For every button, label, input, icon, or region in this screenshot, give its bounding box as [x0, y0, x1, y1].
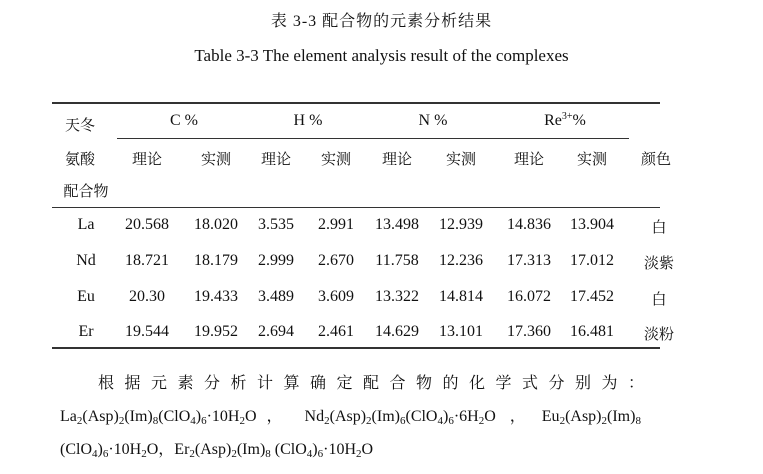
- rowhead-line-1: 天冬: [64, 118, 96, 134]
- table-cell: 11.758: [375, 252, 419, 269]
- formula-er: $Er_2(Asp)_2(Im)_8$ $(ClO_4)_6\cdot 10H_2O$: [174, 441, 374, 460]
- table-cell: 3.609: [318, 288, 354, 305]
- table-cell: 17.360: [507, 323, 551, 340]
- table-cell: 13.322: [375, 288, 419, 305]
- table-cell: 12.236: [439, 252, 483, 269]
- table-cell: 3.535: [258, 216, 294, 233]
- separator-3: ，: [158, 441, 175, 458]
- table-cell: 14.814: [439, 288, 483, 305]
- table-cell: 12.939: [439, 216, 483, 233]
- subheader-h-theory: 理论: [260, 152, 292, 168]
- table-cell: 13.101: [439, 323, 483, 340]
- formula-intro: 根据元素分析计算确定配合物的化学式分别为：: [98, 375, 655, 392]
- table-cell: 20.30: [129, 288, 165, 305]
- table-cell: 18.721: [125, 252, 169, 269]
- table-cell: 14.629: [375, 323, 419, 340]
- group-header-h: H %: [293, 112, 323, 129]
- subheader-n-measured: 实测: [445, 152, 477, 168]
- table-cell: 19.952: [194, 323, 238, 340]
- row-color: 白: [651, 292, 667, 308]
- separator-2: ，: [509, 408, 526, 425]
- table-cell: 16.481: [570, 323, 614, 340]
- row-color: 白: [651, 220, 667, 236]
- table-cell: 3.489: [258, 288, 294, 305]
- subheader-re-theory: 理论: [513, 152, 545, 168]
- formula-eu-part1: $Eu_2(Asp)_2(Im)_8$: [541, 408, 641, 427]
- subheader-c-theory: 理论: [131, 152, 163, 168]
- table-cell: 13.498: [375, 216, 419, 233]
- formula-line-3: [60, 436, 373, 459]
- table-cell: 17.452: [570, 288, 614, 305]
- re-symbol: Re: [544, 112, 562, 129]
- table-cell: 17.012: [570, 252, 614, 269]
- table-bottom-rule: [52, 347, 660, 349]
- re-percent: %: [572, 112, 586, 129]
- table-caption-en: Table 3-3 The element analysis result of the complexes: [194, 46, 569, 65]
- table-cell: 17.313: [507, 252, 551, 269]
- table-cell: 19.433: [194, 288, 238, 305]
- table-top-rule: [52, 102, 660, 104]
- rowhead-line-2: 氨酸: [64, 152, 96, 168]
- group-header-n: N %: [418, 112, 448, 129]
- subheader-n-theory: 理论: [381, 152, 413, 168]
- table-cell: 2.694: [258, 323, 294, 340]
- formula-la: $La_2(Asp)_2(Im)_8(ClO_4)_6\cdot 10H_2O$: [60, 408, 257, 427]
- group-header-re: [544, 112, 586, 130]
- table-cell: 19.544: [125, 323, 169, 340]
- formula-eu-part2: $(ClO_4)_6\cdot 10H_2O$: [60, 441, 159, 460]
- subheader-color: 颜色: [640, 152, 672, 168]
- group-header-c: C %: [170, 112, 198, 129]
- row-element-name: La: [77, 216, 95, 233]
- separator-1: ，: [266, 408, 283, 425]
- table-cell: 16.072: [507, 288, 551, 305]
- table-cell: 14.836: [507, 216, 551, 233]
- table-cell: 2.461: [318, 323, 354, 340]
- table-cell: 20.568: [125, 216, 169, 233]
- subheader-h-measured: 实测: [320, 152, 352, 168]
- table-cell: 2.999: [258, 252, 294, 269]
- row-color: 淡紫: [643, 256, 675, 272]
- table-cell: 2.670: [318, 252, 354, 269]
- table-cell: 13.904: [570, 216, 614, 233]
- re-charge: 3+: [561, 111, 573, 122]
- table-cell: 18.020: [194, 216, 238, 233]
- subheader-c-measured: 实测: [200, 152, 232, 168]
- row-color: 淡粉: [643, 327, 675, 343]
- row-element-name: Eu: [77, 288, 95, 305]
- row-element-name: Er: [78, 323, 94, 340]
- table-cell: 18.179: [194, 252, 238, 269]
- group-header-rule: [117, 138, 629, 139]
- formula-nd: $Nd_2(Asp)_2(Im)_6(ClO_4)_6\cdot 6H_2O$: [304, 408, 496, 427]
- formula-line-2: [60, 403, 641, 426]
- rowhead-line-3: 配合物: [63, 184, 109, 200]
- row-element-name: Nd: [76, 252, 96, 269]
- table-caption-cn: 表 3-3 配合物的元素分析结果: [270, 13, 493, 30]
- header-bottom-rule: [52, 207, 660, 208]
- table-cell: 2.991: [318, 216, 354, 233]
- subheader-re-measured: 实测: [576, 152, 608, 168]
